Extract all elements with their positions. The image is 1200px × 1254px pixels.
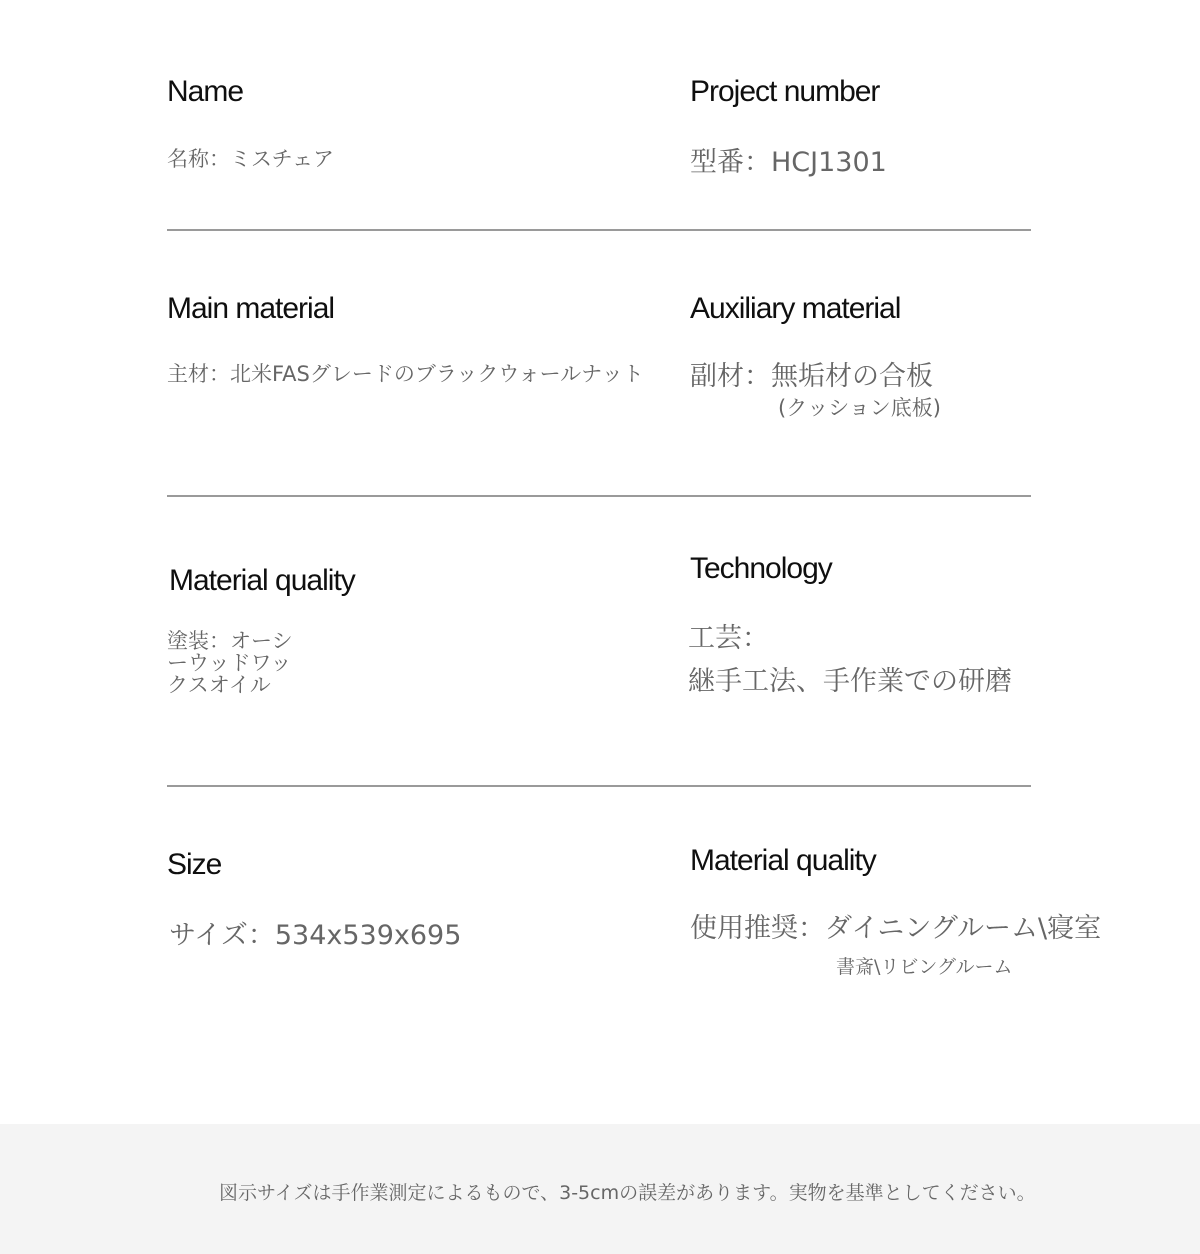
coating-line-3: クスオイル xyxy=(167,673,271,697)
project-number-heading: Project number xyxy=(690,75,880,108)
material-quality-heading: Material quality xyxy=(169,564,355,597)
coating-line-2: ーウッドワッ xyxy=(167,651,292,675)
coating-line-1: 塗装：オーシ xyxy=(167,629,293,653)
divider-3 xyxy=(167,785,1031,787)
footer-note: 図示サイズは手作業測定によるもので、3-5cmの誤差があります。実物を基準としてください。 xyxy=(219,1182,1036,1204)
name-heading: Name xyxy=(167,75,244,108)
technology-value: 継手工法、手作業での研磨 xyxy=(688,666,1012,697)
auxiliary-material-value: 副材：無垢材の合板 xyxy=(690,361,933,392)
divider-1 xyxy=(167,229,1031,231)
size-value: サイズ：534x539x695 xyxy=(169,920,462,951)
name-value: 名称：ミスチェア xyxy=(167,147,334,171)
usage-value: 使用推奨：ダイニングルーム\寝室 xyxy=(690,913,1102,944)
divider-2 xyxy=(167,495,1031,497)
technology-heading: Technology xyxy=(690,552,832,585)
coating-value xyxy=(167,630,357,696)
usage-heading: Material quality xyxy=(690,844,876,877)
auxiliary-material-sub: (クッション底板) xyxy=(778,396,941,420)
project-number-value: 型番：HCJ1301 xyxy=(690,147,887,178)
auxiliary-material-heading: Auxiliary material xyxy=(690,292,901,325)
size-heading: Size xyxy=(167,848,222,881)
main-material-heading: Main material xyxy=(167,292,335,325)
usage-sub: 書斎\リビングルーム xyxy=(836,956,1013,978)
main-material-value: 主材：北米FASグレードのブラックウォールナット xyxy=(167,362,644,386)
technology-label: 工芸： xyxy=(688,623,769,654)
